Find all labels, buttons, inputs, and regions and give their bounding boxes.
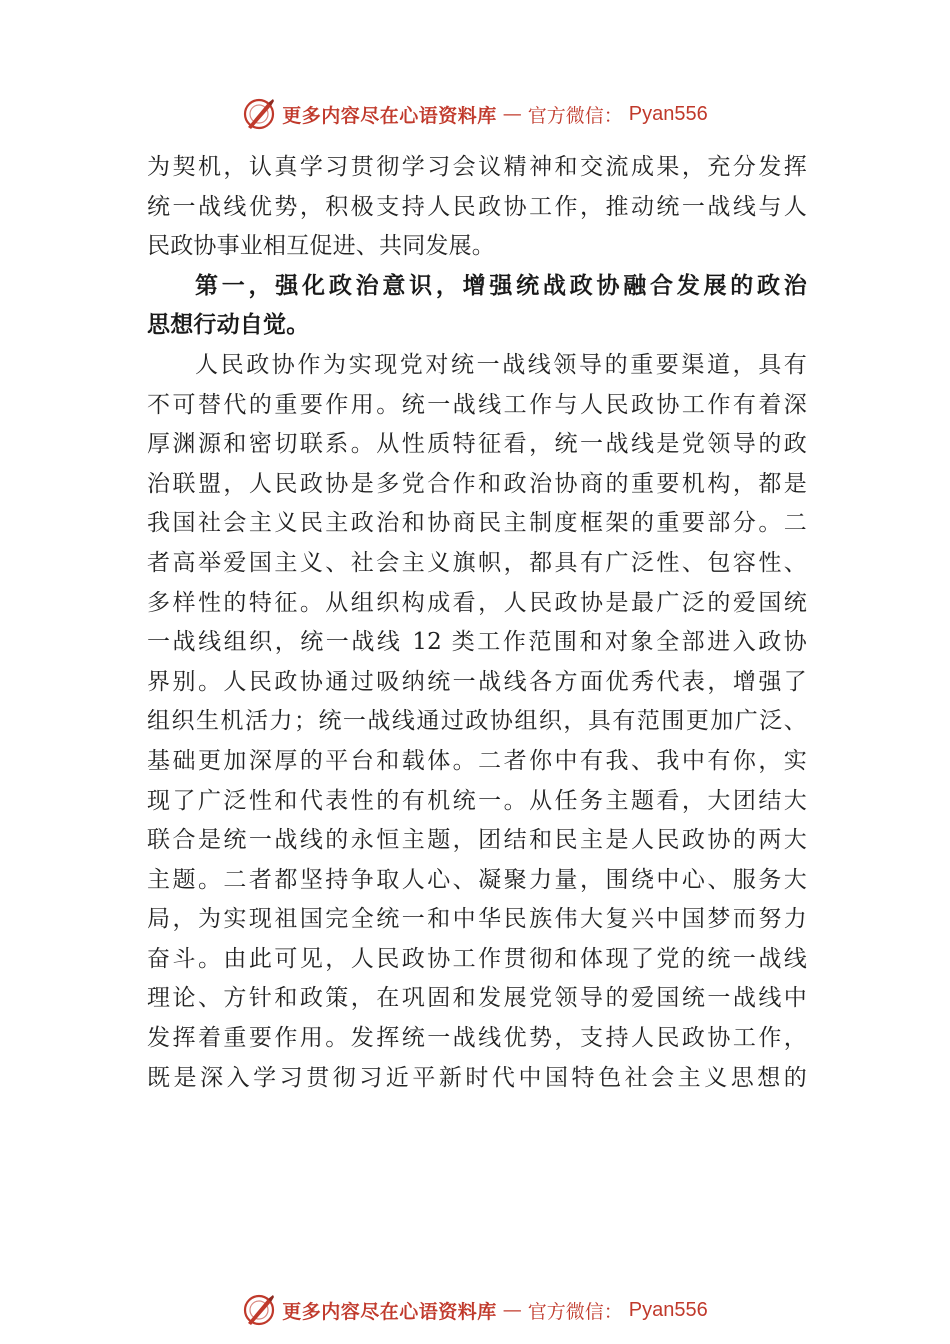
header-banner xyxy=(0,94,950,134)
text-line: 理论、方针和政策，在巩固和发展党领导的爱国统一战线中 xyxy=(147,985,807,1012)
text-line: 治联盟，人民政协是多党合作和政治协商的重要机构，都是 xyxy=(147,470,807,497)
quill-seal-logo-icon xyxy=(242,1293,276,1327)
text-line: 局，为实现祖国完全统一和中华民族伟大复兴中国梦而努力 xyxy=(147,906,807,933)
quill-seal-logo-icon xyxy=(242,97,276,131)
text-line: 发挥着重要作用。发挥统一战线优势，支持人民政协工作， xyxy=(147,1025,807,1052)
text-line: 既是深入学习贯彻习近平新时代中国特色社会主义思想的 xyxy=(147,1064,807,1091)
text-line: 联合是统一战线的永恒主题，团结和民主是人民政协的两大 xyxy=(147,827,807,854)
text-line: 界别。人民政协通过吸纳统一战线各方面优秀代表，增强了 xyxy=(147,668,807,695)
text-line: 人民政协作为实现党对统一战线领导的重要渠道，具有 xyxy=(195,351,807,378)
text-line: 为契机，认真学习贯彻学习会议精神和交流成果，充分发挥 xyxy=(147,154,807,180)
text-line: 统一战线优势，积极支持人民政协工作，推动统一战线与人 xyxy=(147,193,807,220)
text-line: 我国社会主义民主政治和协商民主制度框架的重要部分。二 xyxy=(147,510,807,537)
section-heading-line: 第一，强化政治意识，增强统战政协融合发展的政治 xyxy=(195,272,807,299)
banner-wechat-label: 官方微信： xyxy=(527,104,623,127)
text-line: 厚渊源和密切联系。从性质特征看，统一战线是党领导的政 xyxy=(147,431,807,458)
banner-dash: — xyxy=(502,1299,522,1321)
section-heading-line: 思想行动自觉。 xyxy=(147,312,310,339)
text-line: 多样性的特征。从组织构成看，人民政协是最广泛的爱国统 xyxy=(147,589,807,616)
text-line: 主题。二者都坚持争取人心、凝聚力量，围绕中心、服务大 xyxy=(147,866,807,893)
text-line: 组织生机活力；统一战线通过政协组织，具有范围更加广泛、 xyxy=(147,708,807,735)
text-line: 不可替代的重要作用。统一战线工作与人民政协工作有着深 xyxy=(147,391,807,418)
banner-title: 更多内容尽在心语资料库 xyxy=(282,104,497,127)
text-line: 现了广泛性和代表性的有机统一。从任务主题看，大团结大 xyxy=(147,787,807,814)
text-line: 民政协事业相互促进、共同发展。 xyxy=(147,233,495,260)
banner-wechat-id: Pyan556 xyxy=(628,102,708,125)
banner-wechat-label: 官方微信： xyxy=(527,1300,623,1323)
banner-dash: — xyxy=(502,103,522,125)
text-line: 者高举爱国主义、社会主义旗帜，都具有广泛性、包容性、 xyxy=(147,549,807,576)
banner-wechat-id: Pyan556 xyxy=(628,1298,708,1321)
text-line: 基础更加深厚的平台和载体。二者你中有我、我中有你，实 xyxy=(147,747,807,774)
text-line: 一战线组织，统一战线 12 类工作范围和对象全部进入政协 xyxy=(147,629,807,656)
text-line: 奋斗。由此可见，人民政协工作贯彻和体现了党的统一战线 xyxy=(147,945,807,972)
document-body xyxy=(147,148,807,1098)
banner-title: 更多内容尽在心语资料库 xyxy=(282,1300,497,1323)
footer-banner xyxy=(0,1290,950,1330)
